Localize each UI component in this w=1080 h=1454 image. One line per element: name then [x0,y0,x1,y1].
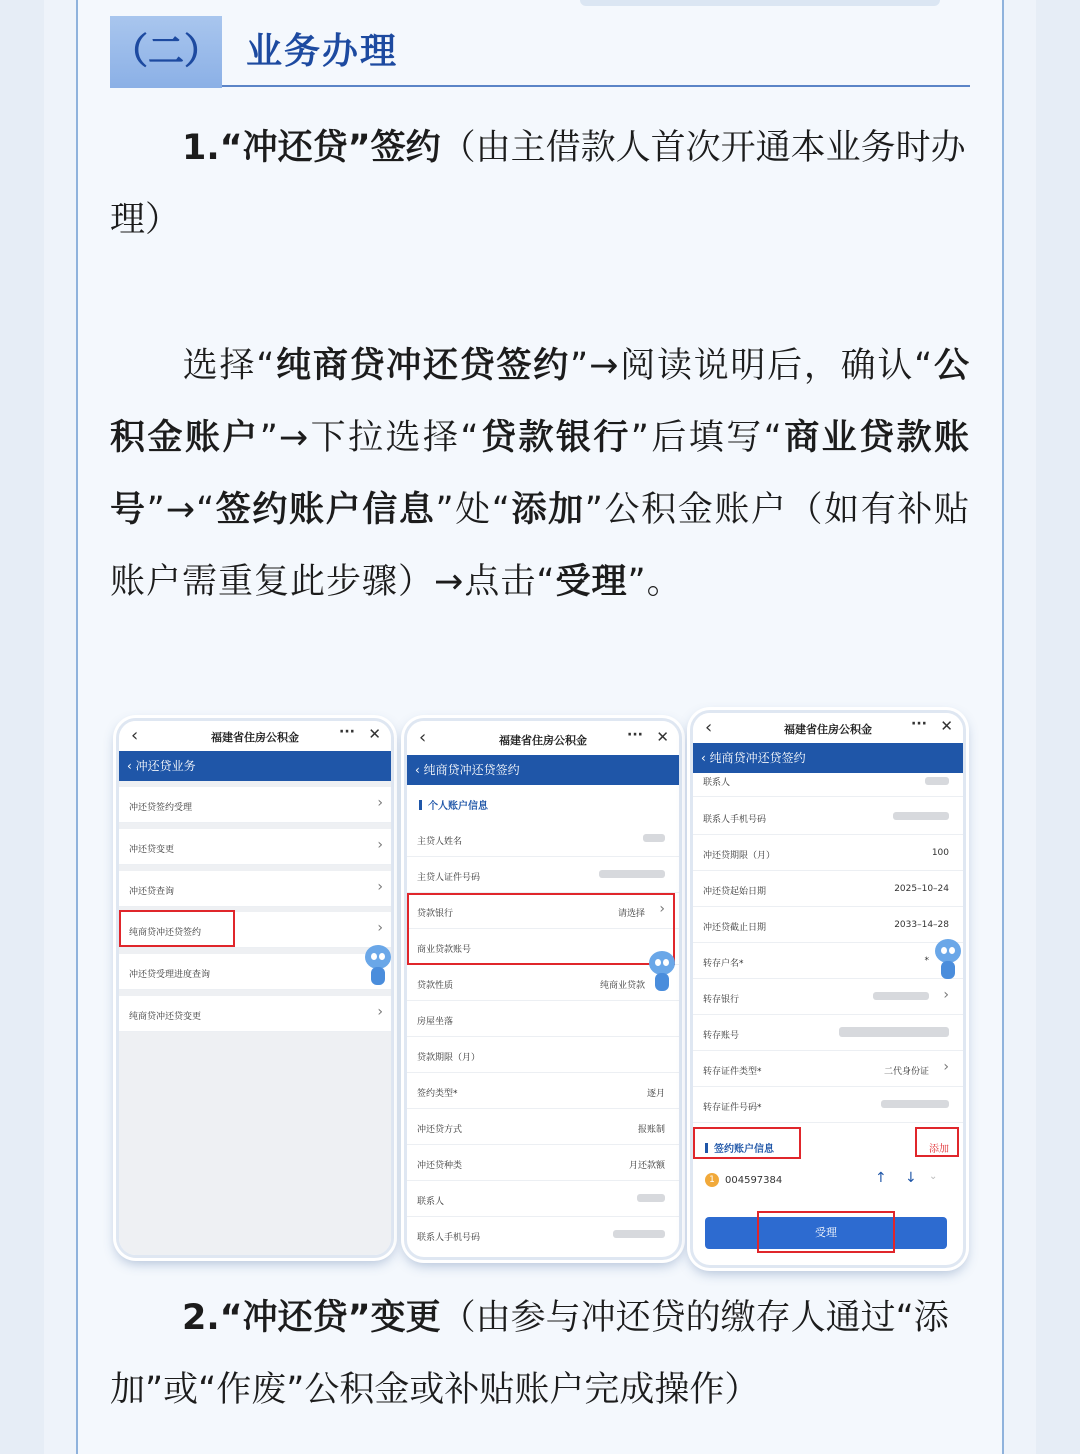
instr-text: ”后填写“ [630,418,783,458]
section-underline [222,85,970,87]
section-label: 个人账户信息 [419,797,488,812]
field-label: 联系人手机号码 [417,1233,481,1243]
field-label: 转存证件号码* [703,1103,762,1113]
field-value: * [924,956,929,966]
menu-item[interactable] [119,787,391,823]
top-decoration [580,0,940,6]
section-header [110,16,970,88]
section-number: （二） [110,16,222,88]
field-label: 联系人 [703,778,731,788]
field-label: 签约类型* [417,1089,458,1099]
app-title: 福建省住房公积金 [499,734,587,747]
field-label: 转存账号 [703,1031,740,1041]
menu-item[interactable] [119,829,391,865]
form-row[interactable] [693,979,963,1015]
nav-title: 冲还贷业务 [135,759,196,773]
app-title: 福建省住房公积金 [211,731,299,744]
redacted-value [599,870,665,878]
menu-item-label: 冲还贷受理进度查询 [129,970,211,980]
chevron-right-icon: › [377,837,383,853]
field-label: 贷款银行 [417,909,454,919]
close-icon[interactable]: ✕ [940,717,953,735]
field-value: 2033–14–28 [894,920,949,930]
field-label: 主贷人姓名 [417,837,463,847]
form-row[interactable] [693,1051,963,1087]
menu-item-label: 纯商贷冲还贷签约 [129,928,202,938]
section-title: 业务办理 [246,31,399,72]
back-icon[interactable]: ‹ [131,725,139,746]
redacted-value [873,992,929,1000]
instr-bold: 签约账户信息 [215,490,436,530]
mini-program-header [407,721,679,755]
mini-program-header [119,721,391,751]
menu-item-label: 冲还贷查询 [129,887,175,897]
chevron-down-icon[interactable]: ⌄ [929,1171,938,1182]
form-row [693,871,963,907]
app-title: 福建省住房公积金 [784,723,872,736]
form-row [693,1087,963,1123]
field-label: 房屋坐落 [417,1017,454,1027]
nav-bar: ‹ 纯商贷冲还贷签约 [693,743,963,773]
instr-bold: 纯商贷冲还贷签约 [275,346,571,386]
nav-title: 纯商贷冲还贷签约 [423,763,520,777]
menu-item[interactable] [119,996,391,1032]
redacted-value [613,1230,665,1238]
menu-item[interactable] [119,954,391,990]
instr-bold: 公积金账户 [110,346,970,458]
form-row [407,1001,679,1037]
chevron-right-icon: › [377,879,383,895]
field-label: 贷款期限（月） [417,1053,481,1063]
back-icon[interactable]: ‹ [419,727,427,748]
field-value: 逐月 [646,1089,665,1099]
instr-text: ”→阅读说明后，确认“ [570,346,934,386]
redacted-value [881,1100,949,1108]
close-icon[interactable]: ✕ [368,725,381,743]
field-value: 纯商业贷款 [599,981,645,991]
field-label: 冲还贷方式 [417,1125,463,1135]
chevron-right-icon: › [377,795,383,811]
field-value: 月还款额 [628,1161,665,1171]
redacted-value [925,777,949,785]
close-icon[interactable]: ✕ [656,728,669,746]
phone-screenshot-1 [116,718,394,1258]
instr-text: ”处“ [435,490,511,530]
highlight-box [693,1127,801,1159]
form-row [693,907,963,943]
field-label: 冲还贷种类 [417,1161,463,1171]
field-label: 转存户名* [703,959,744,969]
more-icon[interactable]: ··· [339,724,355,740]
form-row [407,1217,679,1253]
instr-text: ”→“ [146,490,216,530]
instr-text: ”→下拉选择“ [259,418,480,458]
account-number: 004597384 [725,1175,783,1186]
form-row [693,799,963,835]
highlight-box [915,1127,959,1157]
chevron-right-icon: › [943,987,949,1003]
field-label: 冲还贷截止日期 [703,923,767,933]
arrow-up-icon[interactable]: ↑ [875,1170,887,1186]
redacted-value [643,834,665,842]
more-icon[interactable]: ··· [627,727,643,743]
form-row [407,965,679,1001]
chevron-right-icon: › [943,1059,949,1075]
field-label: 联系人 [417,1197,445,1207]
instr-text: 选择“ [182,346,276,386]
nav-bar: ‹ 纯商贷冲还贷签约 [407,755,679,785]
instr-bold: 贷款银行 [479,418,631,458]
form-row [407,821,679,857]
chevron-right-icon: › [377,920,383,936]
phone-screenshot-2 [404,718,682,1260]
field-label: 转存证件类型* [703,1067,762,1077]
nav-title: 纯商贷冲还贷签约 [709,751,806,765]
chevron-right-icon: › [659,901,665,917]
field-label: 冲还贷起始日期 [703,887,767,897]
field-label: 转存银行 [703,995,740,1005]
form-row [407,857,679,893]
instr-bold: 受理 [555,562,628,602]
mascot-icon [647,949,677,995]
field-label: 商业贷款账号 [417,945,472,955]
instr-text: ”公积金账户（如有补贴账户需重复此步骤）→点击“ [110,490,970,602]
field-label: 贷款性质 [417,981,454,991]
select-placeholder: 请选择 [617,909,645,919]
form-row [407,1037,679,1073]
mascot-icon [933,937,963,983]
back-icon[interactable]: ‹ [705,717,713,738]
field-value: 2025–10–24 [894,884,949,894]
instructions-paragraph [110,330,970,618]
form-row [693,773,963,797]
highlight-box [757,1211,895,1253]
form-row [693,943,963,979]
highlight-box [119,910,235,947]
step1-note: （由主借款人首次开通本业务时办理） [110,128,966,240]
chevron-right-icon: › [377,1004,383,1020]
highlight-box [407,893,675,965]
step2-paragraph [110,1282,970,1426]
field-value: 报账制 [637,1125,665,1135]
instr-text: ”。 [627,562,683,602]
form-row [693,1015,963,1051]
field-label: 冲还贷期限（月） [703,851,776,861]
field-value: 二代身份证 [883,1067,929,1077]
account-index-badge: 1 [705,1173,719,1187]
instr-bold: 添加 [510,490,585,530]
form-row [407,1145,679,1181]
field-label: 联系人手机号码 [703,815,767,825]
add-button[interactable]: 添加 [929,1144,949,1155]
menu-item-label: 冲还贷签约受理 [129,803,193,813]
arrow-down-icon[interactable]: ↓ [905,1170,917,1186]
redacted-value [893,812,949,820]
form-row [693,835,963,871]
redacted-value [839,1027,949,1037]
mini-program-header [693,713,963,743]
menu-item[interactable] [119,871,391,907]
section-label: 签约账户信息 [705,1140,774,1155]
step1-paragraph [110,112,970,256]
nav-bar: ‹ 冲还贷业务 [119,751,391,781]
step2-heading: 2.“冲还贷”变更 [182,1298,441,1338]
step2-note: （由参与冲还贷的缴存人通过“添加”或“作废”公积金或补贴账户完成操作） [110,1298,949,1410]
more-icon[interactable]: ··· [911,716,927,732]
form-row [407,1073,679,1109]
field-value: 100 [931,848,949,858]
mascot-icon [363,943,393,989]
phone-screenshot-3 [690,710,966,1268]
form-row [407,1181,679,1217]
submit-button[interactable]: 受理 [705,1217,947,1249]
instr-bold: 商业贷款账号 [110,418,970,530]
step1-heading: 1.“冲还贷”签约 [182,128,441,168]
menu-item-label: 纯商贷冲还贷变更 [129,1012,202,1022]
form-row [407,1109,679,1145]
redacted-value [637,1194,665,1202]
field-label: 主贷人证件号码 [417,873,481,883]
menu-item-label: 冲还贷变更 [129,845,175,855]
